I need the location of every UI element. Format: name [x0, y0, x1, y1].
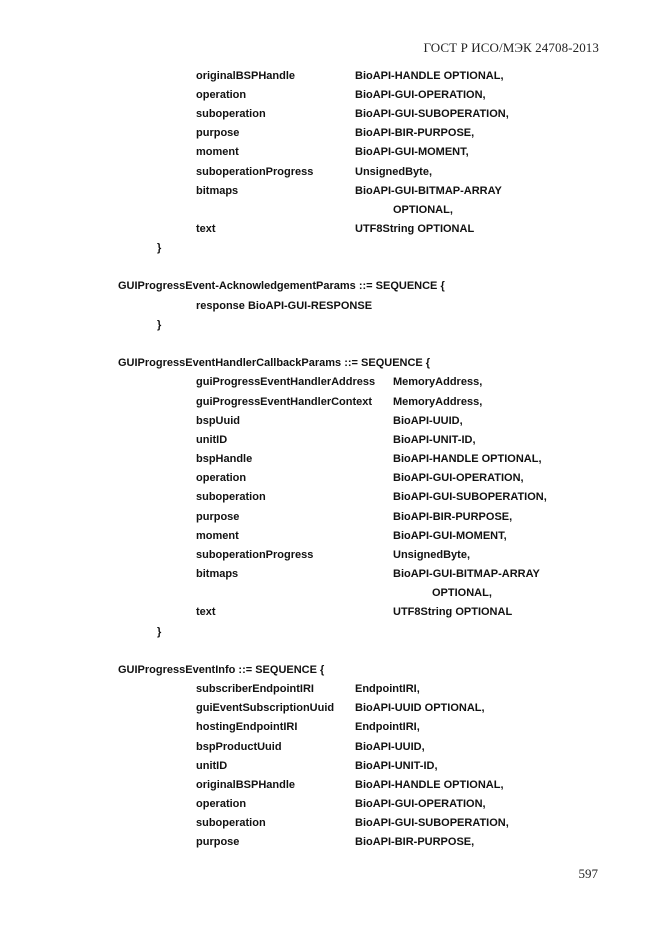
page-number: 597 — [578, 866, 598, 881]
field-type: UnsignedByte, — [393, 549, 471, 561]
field-type: BioAPI-GUI-BITMAP-ARRAY — [393, 568, 540, 580]
closing-brace: } — [157, 242, 162, 254]
field-name: operation — [196, 472, 247, 484]
field-type: BioAPI-GUI-SUBOPERATION, — [355, 108, 509, 120]
field-type: BioAPI-UUID OPTIONAL, — [355, 702, 485, 714]
field-type: EndpointIRI, — [355, 721, 420, 733]
field-name: guiProgressEventHandlerAddress — [196, 376, 376, 388]
field-name: suboperation — [196, 817, 266, 829]
field-type: BioAPI-GUI-MOMENT, — [393, 530, 507, 542]
field-type: BioAPI-UUID, — [393, 415, 463, 427]
field-name: moment — [196, 146, 239, 158]
field-name: originalBSPHandle — [196, 70, 296, 82]
field-name: bitmaps — [196, 568, 239, 580]
field-name: guiEventSubscriptionUuid — [196, 702, 335, 714]
field-type: BioAPI-BIR-PURPOSE, — [355, 836, 475, 848]
field-name: suboperationProgress — [196, 166, 314, 178]
sequence-header: GUIProgressEventHandlerCallbackParams ::= SEQUENCE { — [118, 357, 431, 369]
field-type: UTF8String OPTIONAL — [393, 606, 513, 618]
field-type-continuation: OPTIONAL, — [393, 204, 453, 216]
field-type: UnsignedByte, — [355, 166, 433, 178]
field-name: operation — [196, 89, 247, 101]
sequence-header: GUIProgressEventInfo ::= SEQUENCE { — [118, 664, 325, 676]
field-type: MemoryAddress, — [393, 396, 483, 408]
field-type: BioAPI-GUI-OPERATION, — [355, 89, 486, 101]
field-name: operation — [196, 798, 247, 810]
field-type: BioAPI-HANDLE OPTIONAL, — [355, 779, 504, 791]
field-name: unitID — [196, 434, 228, 446]
field-type: BioAPI-GUI-BITMAP-ARRAY — [355, 185, 502, 197]
sequence-header: GUIProgressEvent-AcknowledgementParams ::= SEQUENCE { — [118, 280, 445, 292]
field-name: purpose — [196, 511, 240, 523]
field-type: BioAPI-UNIT-ID, — [355, 760, 438, 772]
field-type: BioAPI-BIR-PURPOSE, — [393, 511, 513, 523]
field-name: bspHandle — [196, 453, 253, 465]
field-type: BioAPI-HANDLE OPTIONAL, — [355, 70, 504, 82]
field-name: suboperationProgress — [196, 549, 314, 561]
closing-brace: } — [157, 319, 162, 331]
field-name: bspUuid — [196, 415, 240, 427]
field-name: moment — [196, 530, 239, 542]
field-type: BioAPI-GUI-OPERATION, — [393, 472, 524, 484]
field-name: bitmaps — [196, 185, 239, 197]
field-name: bspProductUuid — [196, 741, 282, 753]
field-type: BioAPI-BIR-PURPOSE, — [355, 127, 475, 139]
field-name: text — [196, 606, 216, 618]
field-name: suboperation — [196, 491, 266, 503]
field-type: EndpointIRI, — [355, 683, 420, 695]
field-type: BioAPI-GUI-SUBOPERATION, — [355, 817, 509, 829]
field-type: MemoryAddress, — [393, 376, 483, 388]
closing-brace: } — [157, 626, 162, 638]
field-name: originalBSPHandle — [196, 779, 296, 791]
field-type-continuation: OPTIONAL, — [432, 587, 492, 599]
field-name: guiProgressEventHandlerContext — [196, 396, 373, 408]
field-type: BioAPI-GUI-OPERATION, — [355, 798, 486, 810]
field-type: BioAPI-UUID, — [355, 741, 425, 753]
field-type: BioAPI-GUI-MOMENT, — [355, 146, 469, 158]
field-type: BioAPI-HANDLE OPTIONAL, — [393, 453, 542, 465]
field-type: UTF8String OPTIONAL — [355, 223, 475, 235]
field-name: unitID — [196, 760, 228, 772]
field-name: purpose — [196, 836, 240, 848]
field-line: response BioAPI-GUI-RESPONSE — [196, 300, 373, 312]
field-type: BioAPI-GUI-SUBOPERATION, — [393, 491, 547, 503]
field-name: suboperation — [196, 108, 266, 120]
standard-header: ГОСТ Р ИСО/МЭК 24708-2013 — [423, 40, 599, 55]
field-name: subscriberEndpointIRI — [196, 683, 314, 695]
field-name: text — [196, 223, 216, 235]
field-type: BioAPI-UNIT-ID, — [393, 434, 476, 446]
field-name: purpose — [196, 127, 240, 139]
field-name: hostingEndpointIRI — [196, 721, 298, 733]
